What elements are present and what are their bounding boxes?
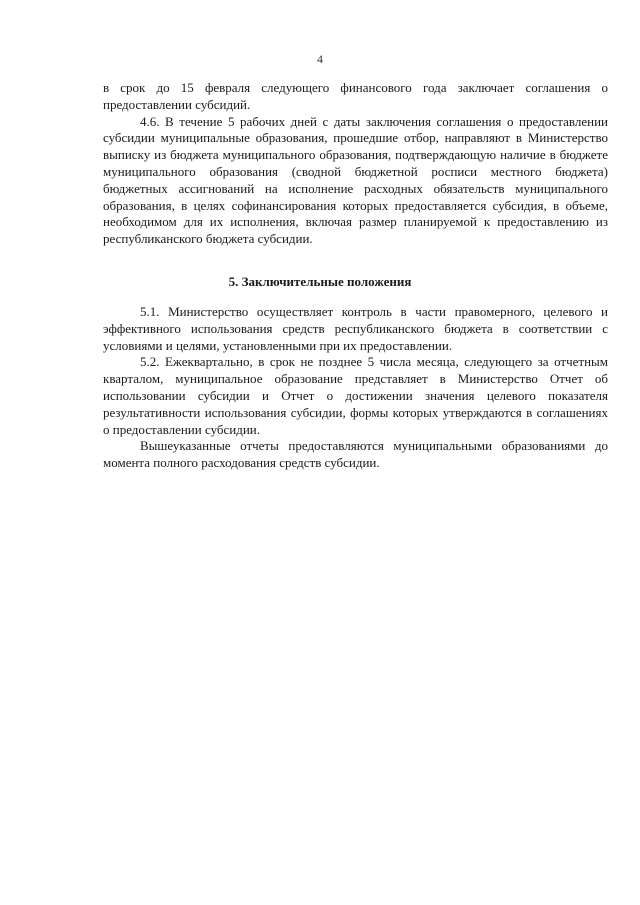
paragraph-5-2: 5.2. Ежеквартально, в срок не позднее 5 числа месяца, следующего за отчетным кварталом, муниципальное образование представляет в Министерство Отчет об использовании субсидии и Отчет о достижении значения целевого показателя результативности использования субсидии, формы которых утверждаются в соглашениях о предоставлении субсидии. [103, 354, 608, 437]
paragraph-4-6: 4.6. В течение 5 рабочих дней с даты заключения соглашения о предоставлении субсидии муниципальные образования, прошедшие отбор, направляют в Министерство выписку из бюджета муниципального образования, подтверждающую наличие в бюджете муниципального образования (сводной бюджетной росписи местного бюджета) бюджетных ассигнований на исполнение расходных обязательств муниципального образования, в целях софинансирования которых предоставляется субсидия, в объеме, необходимом для их исполнения, включая размер планируемой к предоставлению из республиканского бюджета субсидии. [103, 113, 608, 247]
paragraph-5-1: 5.1. Министерство осуществляет контроль в части правомерного, целевого и эффективного использования средств республиканского бюджета в соответствии с условиями и целями, установленными при их предоставлении. [103, 304, 608, 353]
paragraph-continuation: в срок до 15 февраля следующего финансового года заключает соглашения о предоставлении субсидий. [103, 80, 608, 112]
paragraph-final: Вышеуказанные отчеты предоставляются муниципальными образованиями до момента полного расходования средств субсидии. [103, 438, 608, 471]
section-4-text [103, 80, 608, 248]
section-5-heading: 5. Заключительные положения [228, 274, 412, 289]
section-5-text [103, 304, 608, 472]
page-number: 4 [317, 52, 323, 66]
